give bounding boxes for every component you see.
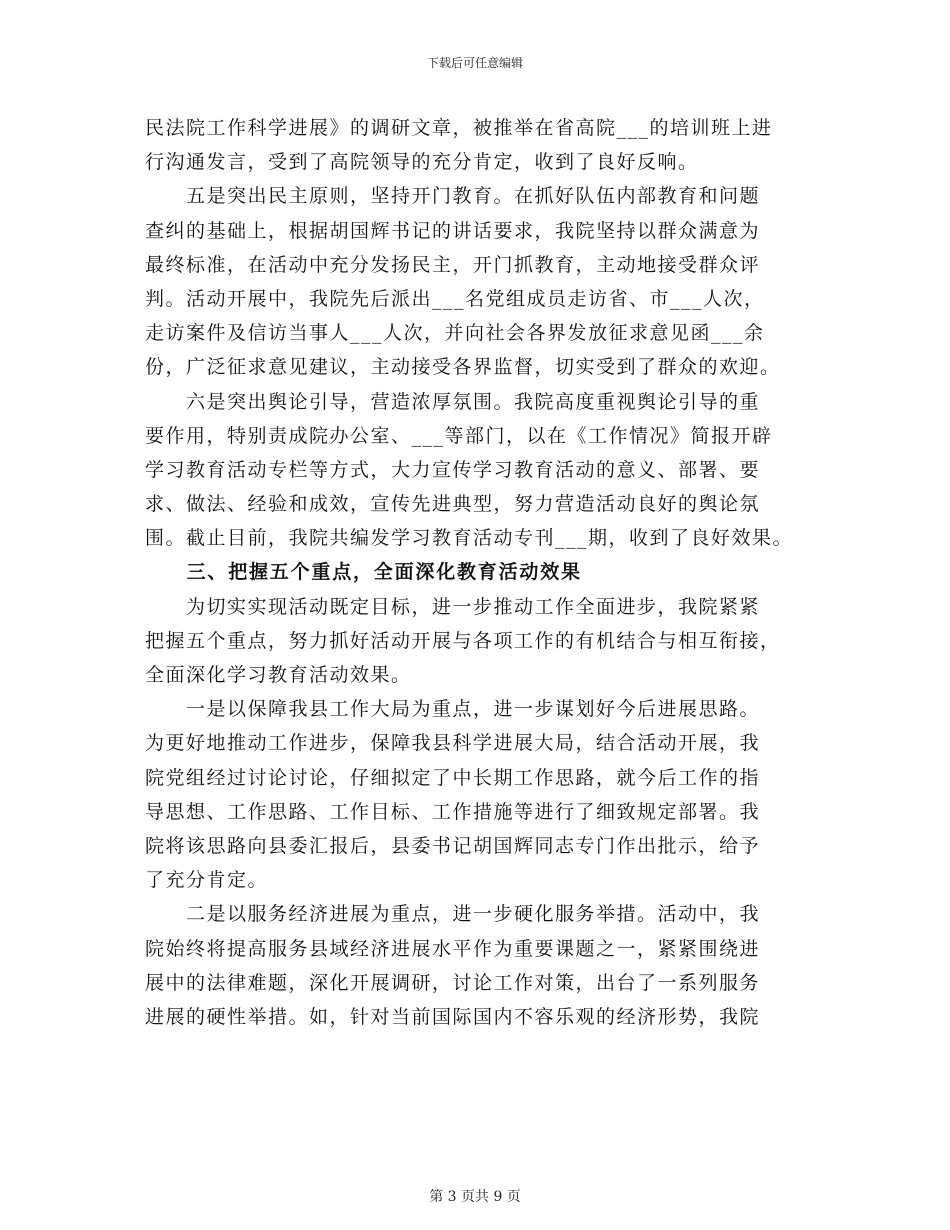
text-line: 走访案件及信访当事人___人次，并向社会各界发放征求意见函___余	[145, 322, 765, 345]
text-line: 求、做法、经验和成效，宣传先进典型，努力营造活动良好的舆论氛	[145, 493, 761, 516]
text-line: 展中的法律难题，深化开展调研，讨论工作对策，出台了一系列服务	[145, 971, 761, 994]
text-line: 最终标准，在活动中充分发扬民主，开门抓教育，主动地接受群众评	[145, 253, 761, 276]
text-line: 导思想、工作思路、工作目标、工作措施等进行了细致规定部署。我	[145, 800, 761, 823]
text-line: 一是以保障我县工作大局为重点，进一步谋划好今后进展思路。	[145, 698, 761, 721]
text-line: 学习教育活动专栏等方式，大力宣传学习教育活动的意义、部署、要	[145, 458, 761, 481]
text-line: 查纠的基础上，根据胡国辉书记的讲话要求，我院坚持以群众满意为	[145, 219, 761, 242]
page-footer: 第 3 页共 9 页	[429, 1189, 521, 1205]
text-line: 全面深化学习教育活动效果。	[145, 664, 412, 686]
text-line: 二是以服务经济进展为重点，进一步硬化服务举措。活动中，我	[145, 903, 761, 926]
text-line: 行沟通发言，受到了高院领导的充分肯定，收到了良好反响。	[145, 151, 699, 174]
text-line: 五是突出民主原则，坚持开门教育。在抓好队伍内部教育和问题	[145, 185, 761, 208]
document-body	[145, 111, 805, 1034]
text-line: 为更好地推动工作进步，保障我县科学进展大局，结合活动开展，我	[145, 732, 761, 755]
text-line: 民法院工作科学进展》的调研文章，被推举在省高院___的培训班上进	[145, 117, 773, 139]
text-line: 院党组经过讨论讨论，仔细拟定了中长期工作思路，就今后工作的指	[145, 766, 761, 789]
text-line: 进展的硬性举措。如，针对当前国际国内不容乐观的经济形势，我院	[145, 1005, 761, 1028]
section-heading: 三、把握五个重点，全面深化教育活动效果	[145, 561, 582, 584]
text-line: 判。活动开展中，我院先后派出___名党组成员走访省、市___人次，	[145, 287, 765, 310]
text-line: 围。截止目前，我院共编发学习教育活动专刊___期，收到了良好效果。	[145, 527, 794, 550]
text-line: 了充分肯定。	[145, 869, 269, 892]
text-line: 六是突出舆论引导，营造浓厚氛围。我院高度重视舆论引导的重	[145, 390, 761, 413]
text-line: 份，广泛征求意见建议，主动接受各界监督，切实受到了群众的欢迎。	[145, 356, 781, 379]
text-line: 院始终将提高服务县域经济进展水平作为重要课题之一，紧紧围绕进	[145, 937, 761, 960]
text-line: 为切实实现活动既定目标，进一步推动工作全面进步，我院紧紧	[145, 595, 761, 618]
text-line: 要作用，特别责成院办公室、___等部门，以在《工作情况》简报开辟	[145, 424, 773, 447]
text-line: 院将该思路向县委汇报后，县委书记胡国辉同志专门作出批示，给予	[145, 834, 761, 857]
text-line: 把握五个重点，努力抓好活动开展与各项工作的有机结合与相互衔接，	[145, 629, 781, 652]
page-header: 下载后可任意编辑	[426, 56, 523, 70]
